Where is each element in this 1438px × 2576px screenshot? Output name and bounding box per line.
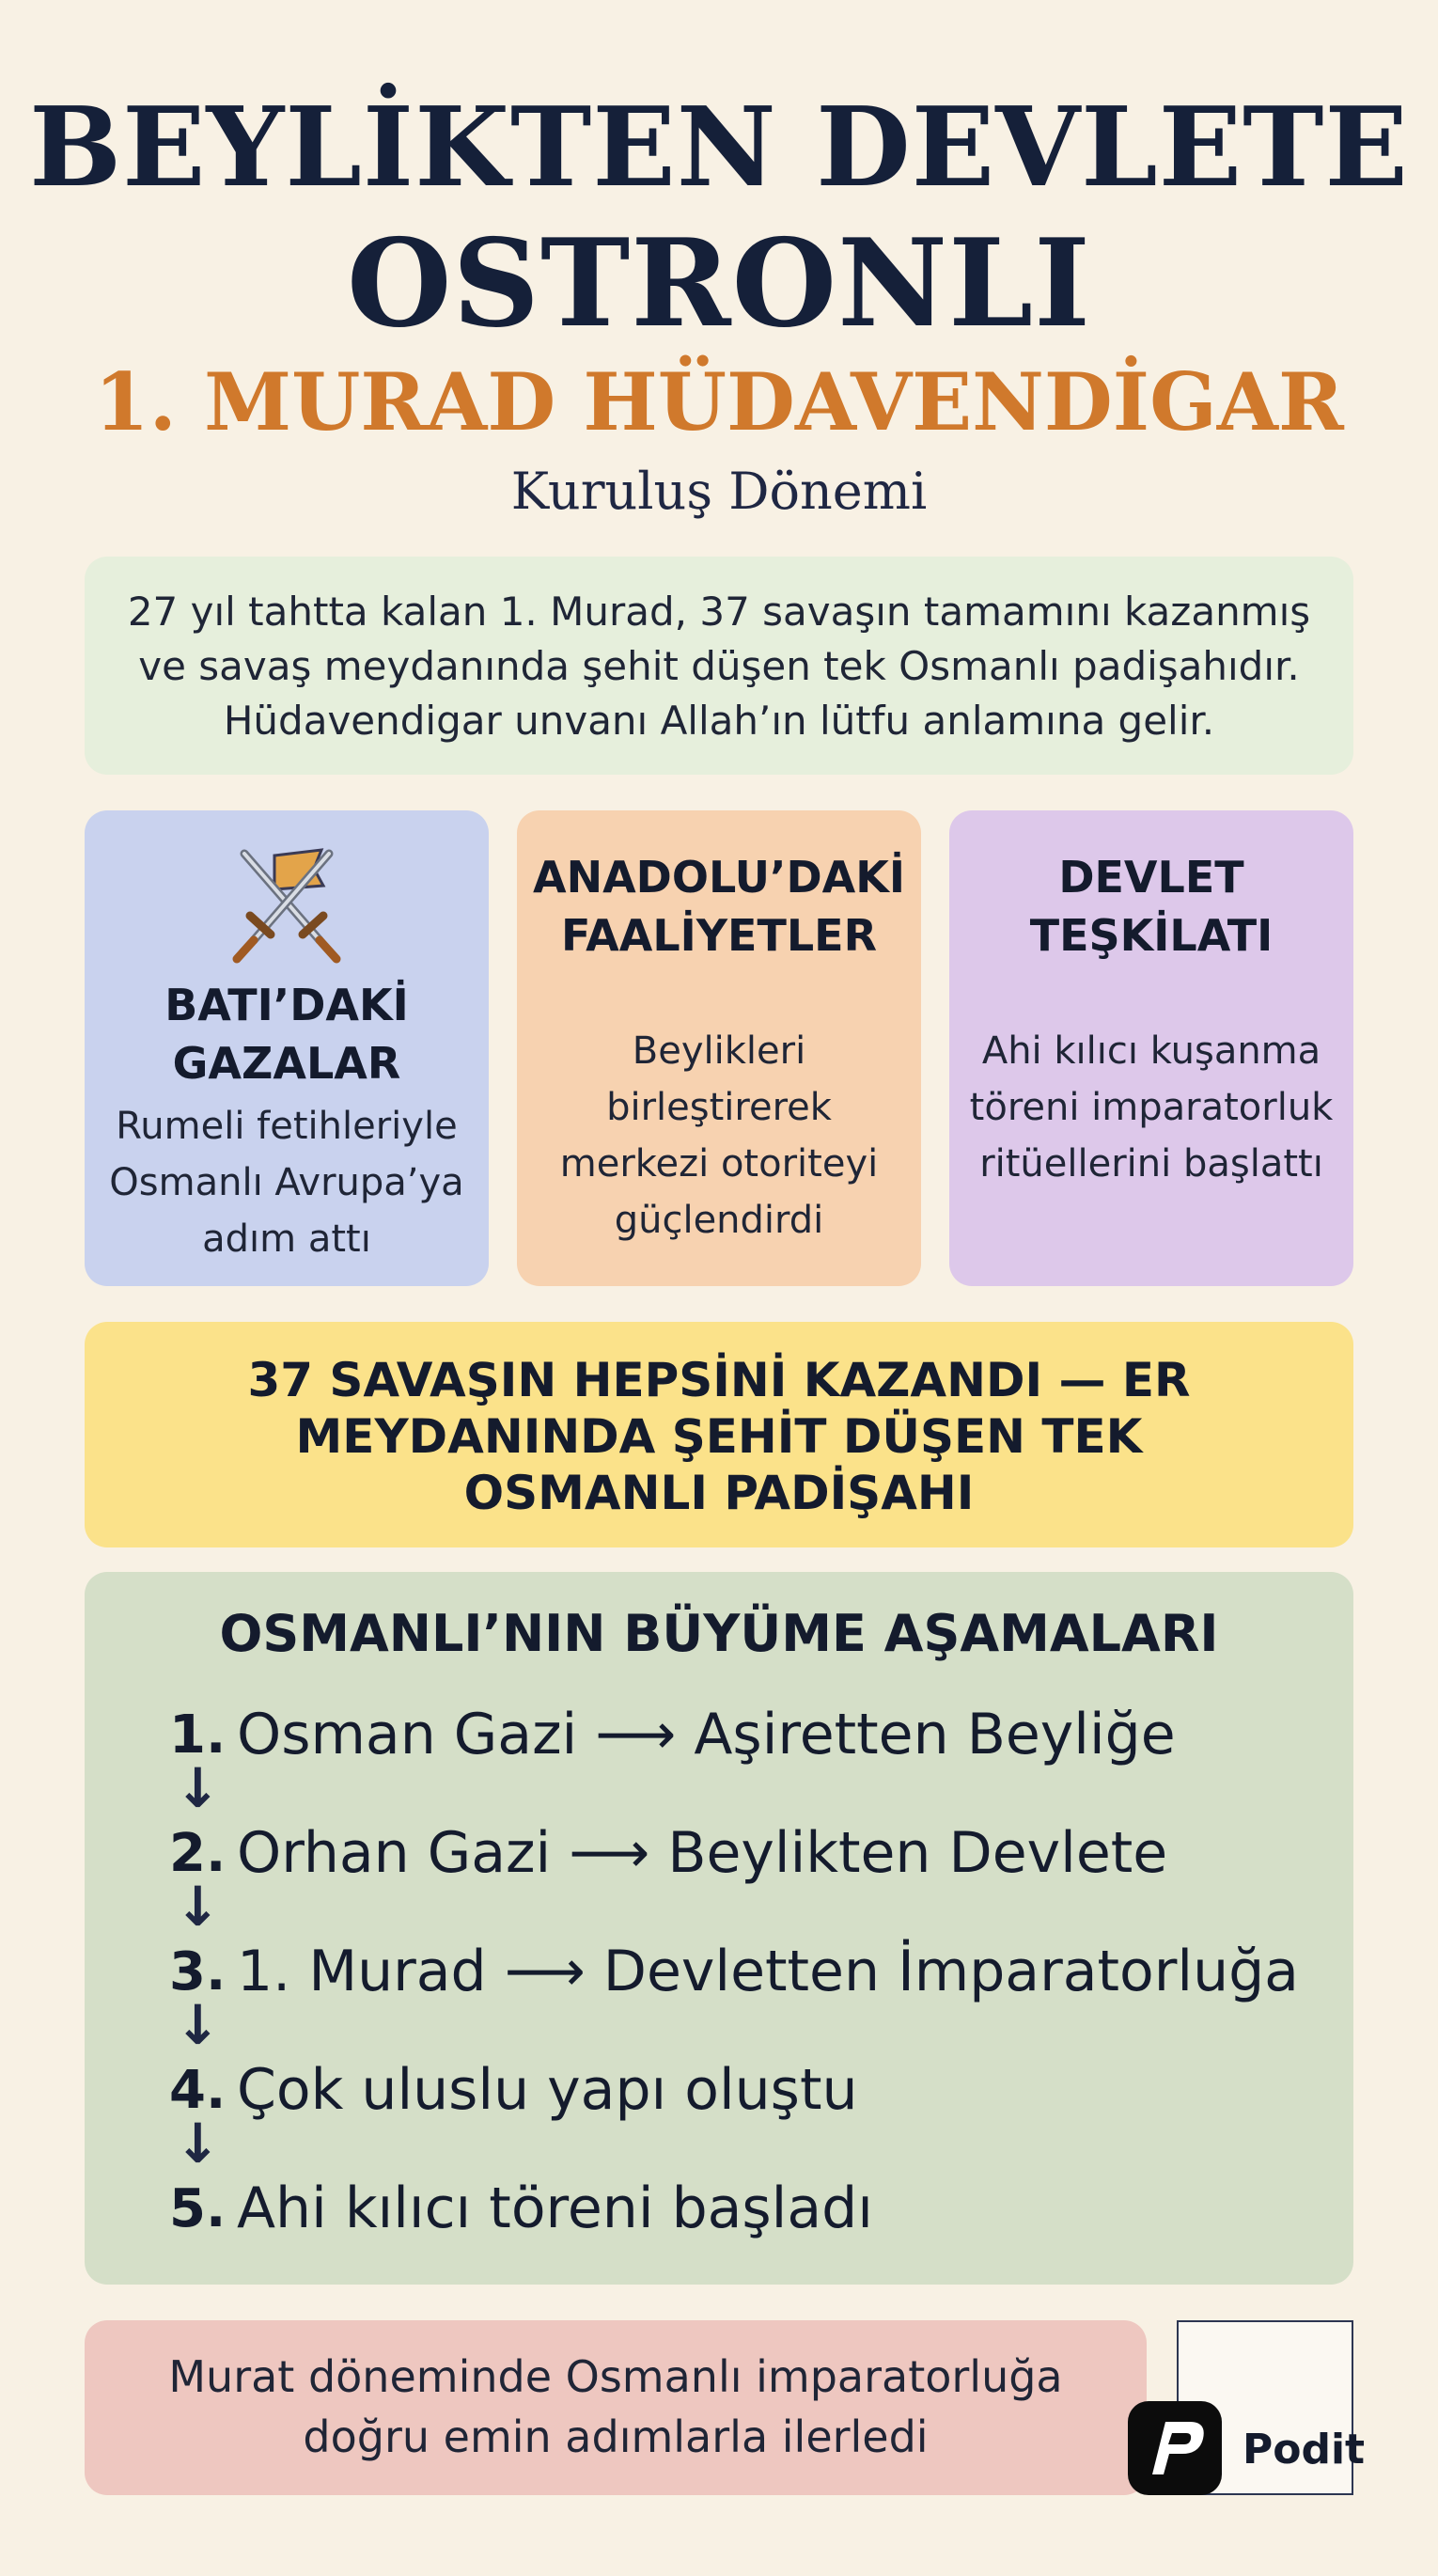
- stage-step: [169, 2048, 858, 2132]
- step-number: 4.: [169, 2059, 227, 2121]
- card-text: Beylikleri birleştirerek merkezi otoriteyi güçlendirdi: [559, 1029, 879, 1242]
- stage-step: [169, 1929, 1299, 2014]
- card-anatolian-activities: [517, 810, 921, 1286]
- card-text: Ahi kılıcı kuşanma töreni imparatorluk ritüellerini başlattı: [969, 1029, 1334, 1186]
- card-title: BATI’DAKİ GAZALAR: [164, 980, 409, 1089]
- step-number: 2.: [169, 1822, 227, 1884]
- title-line-1: BEYLİKTEN DEVLETE: [29, 84, 1409, 212]
- banner-text: 37 SAVAŞIN HEPSİNİ KAZANDI — ER MEYDANINDA ŞEHİT DÜŞEN TEK OSMANLI PADİŞAHI: [247, 1353, 1191, 1520]
- closing-note: [85, 2320, 1147, 2495]
- stage-step: [169, 1811, 1167, 1895]
- note-text: Murat döneminde Osmanlı imparatorluğa doğru emin adımlarla ilerledi: [168, 2351, 1063, 2462]
- card-title: ANADOLU’DAKİ FAALİYETLER: [532, 852, 906, 961]
- step-text: Osman Gazi ⟶ Aşiretten Beyliğe: [237, 1702, 1176, 1767]
- step-number: 3.: [169, 1940, 227, 2003]
- step-number: 5.: [169, 2177, 227, 2239]
- title-line-2: OSTRONLI: [347, 213, 1091, 354]
- highlight-banner: [85, 1322, 1353, 1547]
- stage-step: [169, 2166, 873, 2251]
- step-text: Ahi kılıcı töreni başladı: [237, 2175, 873, 2241]
- card-state-organization: [949, 810, 1353, 1286]
- podit-logo-icon: [1128, 2401, 1222, 2495]
- step-text: Orhan Gazi ⟶ Beylikten Devlete: [237, 1820, 1168, 1886]
- card-western-campaigns: [85, 810, 489, 1286]
- crossed-swords-flag-icon: [216, 829, 357, 970]
- intro-text: 27 yıl tahtta kalan 1. Murad, 37 savaşın tamamını kazanmış ve savaş meydanında şehit düşen tek Osmanlı padişahıdır. Hüdavendigar unvanı Allah’ın lütfu anlamına gelir.: [127, 589, 1311, 744]
- stages-title: OSMANLI’NIN BÜYÜME AŞAMALARI: [219, 1604, 1219, 1663]
- down-arrow-icon: ↓: [175, 1756, 221, 1820]
- subtitle: 1. MURAD HÜDAVENDİGAR: [94, 355, 1344, 448]
- down-arrow-icon: ↓: [175, 1993, 221, 2057]
- brand-name: Podit: [1243, 2426, 1366, 2474]
- stage-step: [169, 1692, 1176, 1777]
- step-number: 1.: [169, 1704, 227, 1766]
- step-text: 1. Murad ⟶ Devletten İmparatorluğa: [237, 1939, 1299, 2004]
- intro-box: [85, 557, 1353, 775]
- step-text: Çok uluslu yapı oluştu: [237, 2057, 858, 2123]
- down-arrow-icon: ↓: [175, 1875, 221, 1939]
- down-arrow-icon: ↓: [175, 2112, 221, 2175]
- card-text: Rumeli fetihleriyle Osmanlı Avrupa’ya adım attı: [109, 1105, 464, 1261]
- growth-stages-box: [85, 1572, 1353, 2285]
- card-title: DEVLET TEŞKİLATI: [1029, 852, 1274, 961]
- period-label: Kuruluş Dönemi: [510, 462, 928, 521]
